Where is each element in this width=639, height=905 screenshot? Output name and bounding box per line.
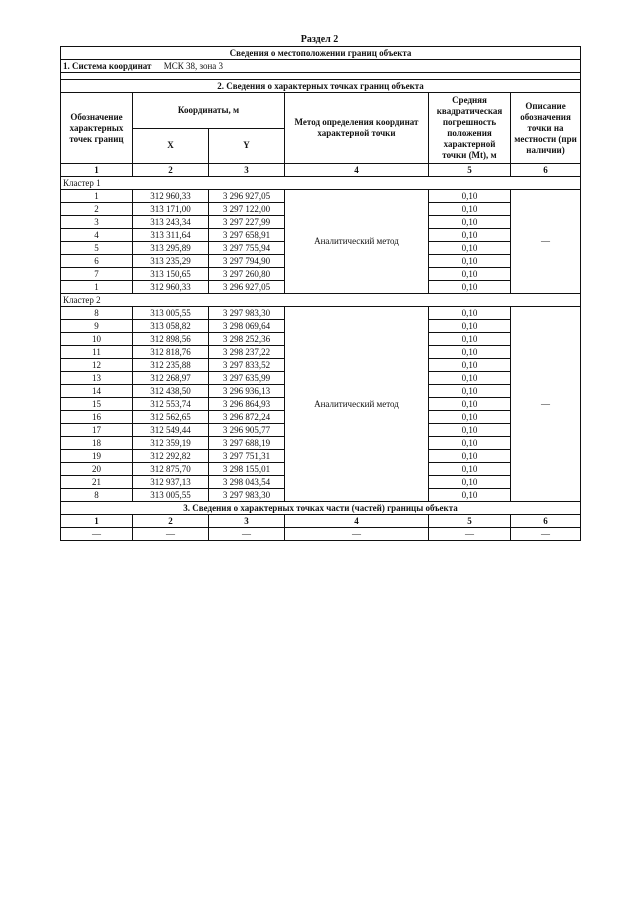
point-number: 17 <box>61 424 133 437</box>
error-value: 0,10 <box>429 450 511 463</box>
method-cell: Аналитический метод <box>285 190 429 294</box>
point-number: 6 <box>61 255 133 268</box>
point-number: 3 <box>61 216 133 229</box>
error-value: 0,10 <box>429 268 511 281</box>
header-error: Средняя квадратическая погрешность положения характерной точки (Mt), м <box>429 93 511 164</box>
point-number: 8 <box>61 307 133 320</box>
point-number: 7 <box>61 268 133 281</box>
column-number-3: 3 <box>209 164 285 177</box>
error-value: 0,10 <box>429 190 511 203</box>
error-value: 0,10 <box>429 398 511 411</box>
point-number: 9 <box>61 320 133 333</box>
coord-x: 313 243,34 <box>133 216 209 229</box>
column-number-1: 1 <box>61 164 133 177</box>
coord-x: 313 235,29 <box>133 255 209 268</box>
coord-x: 312 438,50 <box>133 385 209 398</box>
error-value: 0,10 <box>429 242 511 255</box>
error-value: 0,10 <box>429 359 511 372</box>
coord-x: 312 937,13 <box>133 476 209 489</box>
table-row <box>61 307 581 320</box>
error-value: 0,10 <box>429 411 511 424</box>
point-number: 20 <box>61 463 133 476</box>
error-value: 0,10 <box>429 424 511 437</box>
coord-y: 3 297 794,90 <box>209 255 285 268</box>
coord-y: 3 297 260,80 <box>209 268 285 281</box>
section3-column-number-3: 3 <box>209 515 285 528</box>
coord-y: 3 296 872,24 <box>209 411 285 424</box>
header-coordinates: Координаты, м <box>133 93 285 129</box>
error-value: 0,10 <box>429 437 511 450</box>
point-number: 16 <box>61 411 133 424</box>
column-numbers-row <box>61 164 581 177</box>
error-value: 0,10 <box>429 463 511 476</box>
point-number: 4 <box>61 229 133 242</box>
coord-system-row <box>61 60 581 73</box>
error-value: 0,10 <box>429 203 511 216</box>
coord-x: 312 553,74 <box>133 398 209 411</box>
boundary-table <box>60 46 581 541</box>
error-value: 0,10 <box>429 216 511 229</box>
section3-title: 3. Сведения о характерных точках части (частей) границы объекта <box>61 502 581 515</box>
error-value: 0,10 <box>429 372 511 385</box>
coord-y: 3 297 658,91 <box>209 229 285 242</box>
table-title-row <box>61 47 581 60</box>
section3-column-numbers-row <box>61 515 581 528</box>
point-number: 19 <box>61 450 133 463</box>
coord-x: 312 549,44 <box>133 424 209 437</box>
point-number: 14 <box>61 385 133 398</box>
header-y: Y <box>209 128 285 164</box>
cluster-label: Кластер 2 <box>61 294 581 307</box>
column-number-5: 5 <box>429 164 511 177</box>
point-number: 10 <box>61 333 133 346</box>
boundary-table-body <box>61 47 581 541</box>
column-number-4: 4 <box>285 164 429 177</box>
section2-title: 2. Сведения о характерных точках границ объекта <box>61 80 581 93</box>
error-value: 0,10 <box>429 281 511 294</box>
empty-cell: — <box>285 528 429 541</box>
coord-x: 312 359,19 <box>133 437 209 450</box>
point-number: 5 <box>61 242 133 255</box>
empty-cell: — <box>429 528 511 541</box>
coord-x: 313 311,64 <box>133 229 209 242</box>
empty-cell: — <box>511 528 581 541</box>
point-number: 21 <box>61 476 133 489</box>
coord-y: 3 297 635,99 <box>209 372 285 385</box>
section3-column-number-4: 4 <box>285 515 429 528</box>
description-cell: — <box>511 190 581 294</box>
table-row <box>61 190 581 203</box>
coord-x: 313 295,89 <box>133 242 209 255</box>
coord-x: 312 960,33 <box>133 281 209 294</box>
error-value: 0,10 <box>429 346 511 359</box>
point-number: 13 <box>61 372 133 385</box>
table-title: Сведения о местоположении границ объекта <box>61 47 581 60</box>
empty-cell: — <box>61 528 133 541</box>
description-cell: — <box>511 307 581 502</box>
coord-y: 3 297 688,19 <box>209 437 285 450</box>
coord-y: 3 298 043,54 <box>209 476 285 489</box>
cluster-label: Кластер 1 <box>61 177 581 190</box>
coord-y: 3 297 122,00 <box>209 203 285 216</box>
error-value: 0,10 <box>429 255 511 268</box>
coord-x: 312 960,33 <box>133 190 209 203</box>
error-value: 0,10 <box>429 385 511 398</box>
coord-y: 3 296 927,05 <box>209 190 285 203</box>
point-number: 15 <box>61 398 133 411</box>
coord-y: 3 297 751,31 <box>209 450 285 463</box>
coord-system-label: 1. Система координат <box>63 60 152 71</box>
point-number: 1 <box>61 190 133 203</box>
point-number: 18 <box>61 437 133 450</box>
error-value: 0,10 <box>429 489 511 502</box>
coord-y: 3 298 252,36 <box>209 333 285 346</box>
point-number: 2 <box>61 203 133 216</box>
section3-column-number-1: 1 <box>61 515 133 528</box>
header-row-1 <box>61 93 581 129</box>
column-number-6: 6 <box>511 164 581 177</box>
coord-y: 3 296 905,77 <box>209 424 285 437</box>
error-value: 0,10 <box>429 476 511 489</box>
coord-x: 313 150,65 <box>133 268 209 281</box>
section3-column-number-6: 6 <box>511 515 581 528</box>
coord-y: 3 298 155,01 <box>209 463 285 476</box>
error-value: 0,10 <box>429 333 511 346</box>
header-designation: Обозначение характерных точек границ <box>61 93 133 164</box>
error-value: 0,10 <box>429 307 511 320</box>
coord-y: 3 297 983,30 <box>209 489 285 502</box>
point-number: 11 <box>61 346 133 359</box>
coord-y: 3 296 927,05 <box>209 281 285 294</box>
coord-y: 3 297 983,30 <box>209 307 285 320</box>
coord-y: 3 298 069,64 <box>209 320 285 333</box>
header-description: Описание обозначения точки на местности (при наличии) <box>511 93 581 164</box>
point-number: 8 <box>61 489 133 502</box>
column-number-2: 2 <box>133 164 209 177</box>
coord-x: 313 058,82 <box>133 320 209 333</box>
coord-y: 3 298 237,22 <box>209 346 285 359</box>
header-method: Метод определения координат характерной точки <box>285 93 429 164</box>
coord-x: 312 562,65 <box>133 411 209 424</box>
coord-y: 3 297 833,52 <box>209 359 285 372</box>
coord-x: 312 268,97 <box>133 372 209 385</box>
coord-y: 3 297 227,99 <box>209 216 285 229</box>
coord-system-value: МСК 38, зона 3 <box>163 60 224 71</box>
coord-x: 312 818,76 <box>133 346 209 359</box>
cluster-label-row <box>61 294 581 307</box>
section3-column-number-2: 2 <box>133 515 209 528</box>
point-number: 12 <box>61 359 133 372</box>
section3-empty-row <box>61 528 581 541</box>
point-number: 1 <box>61 281 133 294</box>
coord-x: 313 005,55 <box>133 489 209 502</box>
coord-x: 312 235,88 <box>133 359 209 372</box>
coord-y: 3 297 755,94 <box>209 242 285 255</box>
coord-system-cell <box>61 60 581 73</box>
cluster-label-row <box>61 177 581 190</box>
section3-column-number-5: 5 <box>429 515 511 528</box>
empty-cell: — <box>133 528 209 541</box>
coord-x: 312 898,56 <box>133 333 209 346</box>
error-value: 0,10 <box>429 320 511 333</box>
coord-x: 313 005,55 <box>133 307 209 320</box>
error-value: 0,10 <box>429 229 511 242</box>
section3-title-row <box>61 502 581 515</box>
coord-y: 3 296 936,13 <box>209 385 285 398</box>
section2-title-row <box>61 80 581 93</box>
method-cell: Аналитический метод <box>285 307 429 502</box>
empty-cell: — <box>209 528 285 541</box>
coord-x: 312 875,70 <box>133 463 209 476</box>
coord-x: 313 171,00 <box>133 203 209 216</box>
header-x: X <box>133 128 209 164</box>
coord-x: 312 292,82 <box>133 450 209 463</box>
spacer-row <box>61 73 581 80</box>
section-title: Раздел 2 <box>300 34 339 45</box>
coord-y: 3 296 864,93 <box>209 398 285 411</box>
